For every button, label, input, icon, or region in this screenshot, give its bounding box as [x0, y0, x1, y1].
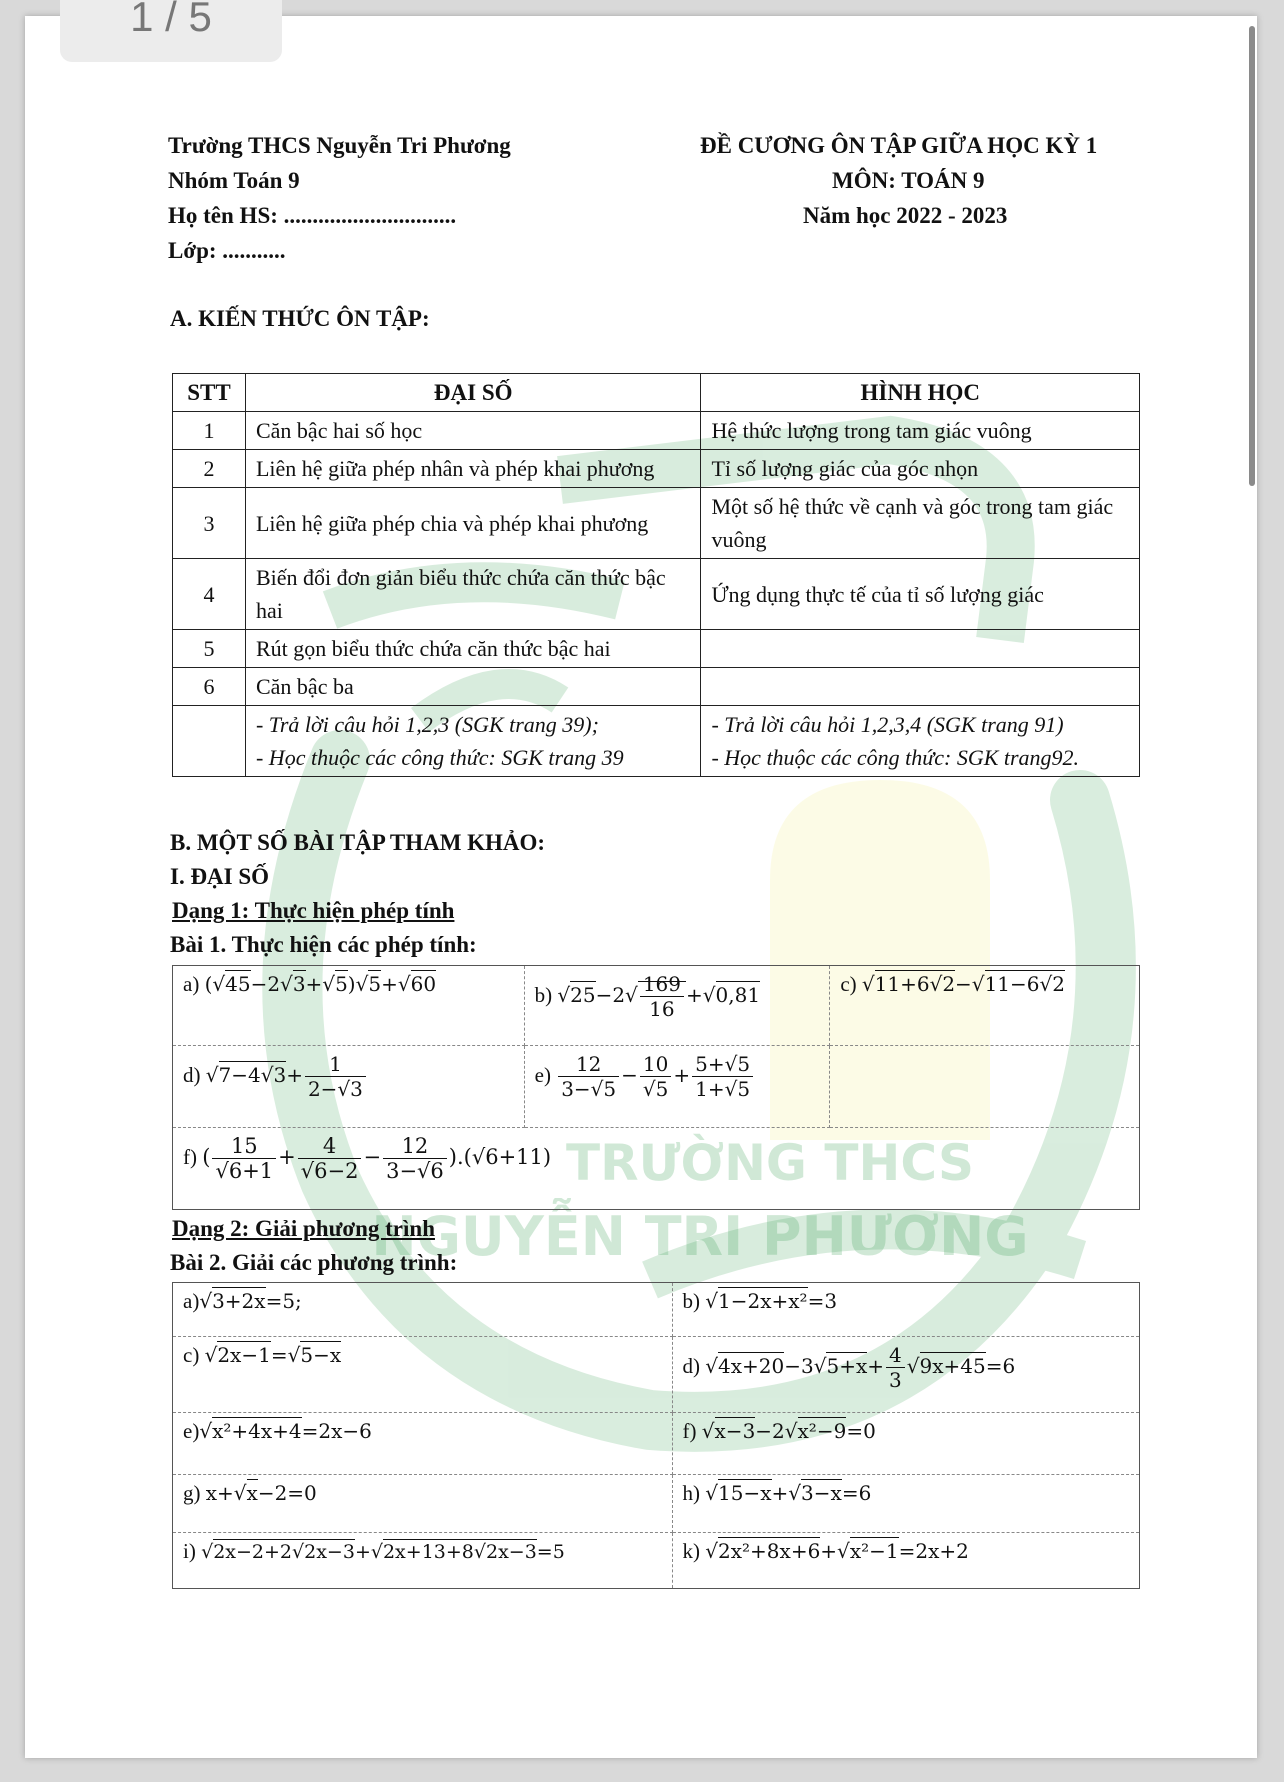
- exercise-2i: i) √2x−2+2√2x−3+√2x+13+8√2x−3=5: [173, 1533, 673, 1589]
- cell-stt: 5: [173, 630, 246, 668]
- col-stt: STT: [173, 374, 246, 412]
- notes-dai-so: - Trả lời câu hỏi 1,2,3 (SGK trang 39); - Học thuộc các công thức: SGK trang 39: [245, 706, 700, 777]
- cell-stt: 1: [173, 412, 246, 450]
- part-dai-so: I. ĐẠI SỐ: [170, 864, 270, 889]
- page-indicator: 1 / 5: [60, 0, 282, 62]
- watermark-text-2: NGUYỄN TRI PHƯƠNG: [371, 1205, 1029, 1268]
- table-row: [173, 488, 1140, 559]
- bai-2-heading: Bài 2. Giải các phương trình:: [170, 1250, 458, 1275]
- exercise-2c: c) √2x−1=√5−x: [173, 1337, 673, 1413]
- school-name: Trường THCS Nguyễn Tri Phương: [168, 133, 511, 158]
- student-name-field: Họ tên HS: ..............................: [168, 203, 457, 228]
- exercise-1e: e) $\frac{12}{3-√5}$ − $\frac{10}{√5}$ + $\frac{5+√5}{1+√5}$: [524, 1046, 830, 1128]
- table-notes-row: [173, 706, 1140, 777]
- subject: MÔN: TOÁN 9: [832, 168, 985, 193]
- dang-2-heading: Dạng 2: Giải phương trình: [172, 1216, 435, 1241]
- exercise-2k: k) √2x²+8x+6+√x²−1=2x+2: [672, 1533, 1139, 1589]
- bai-1-heading: Bài 1. Thực hiện các phép tính:: [170, 932, 477, 957]
- table-row: [173, 412, 1140, 450]
- exercise-2b: b) √1−2x+x²=3: [672, 1283, 1139, 1337]
- exercise-2-table: [172, 1282, 1140, 1589]
- table-row: [173, 559, 1140, 630]
- cell-dai-so: Biến đổi đơn giản biểu thức chứa căn thức bậc hai: [245, 559, 700, 630]
- watermark-text-1: TRƯỜNG THCS: [566, 1134, 974, 1192]
- cell-hinh-hoc: [701, 668, 1140, 706]
- col-hinh-hoc: HÌNH HỌC: [701, 374, 1140, 412]
- class-field: Lớp: ...........: [168, 238, 286, 263]
- exercise-2a: a)√3+2x=5;: [173, 1283, 673, 1337]
- doc-title: ĐỀ CƯƠNG ÔN TẬP GIỮA HỌC KỲ 1: [700, 133, 1098, 158]
- table-row: [173, 450, 1140, 488]
- table-row: [173, 668, 1140, 706]
- cell-hinh-hoc: Một số hệ thức về cạnh và góc trong tam giác vuông: [701, 488, 1140, 559]
- exercise-1-table: [172, 965, 1140, 1210]
- group-name: Nhóm Toán 9: [168, 168, 300, 193]
- cell-hinh-hoc: Tỉ số lượng giác của góc nhọn: [701, 450, 1140, 488]
- dang-1-heading: Dạng 1: Thực hiện phép tính: [172, 898, 455, 923]
- exercise-2d: d) √4x+20−3√5+x+ $\frac{4}{3}$ √9x+45=6: [672, 1337, 1139, 1413]
- exercise-2g: g) x+√x−2=0: [173, 1475, 673, 1533]
- cell-stt: 2: [173, 450, 246, 488]
- section-a-title: A. KIẾN THỨC ÔN TẬP:: [170, 306, 430, 331]
- exercise-1a: a) (√45−2√3+√5)√5+√60: [173, 966, 525, 1046]
- cell-stt: 4: [173, 559, 246, 630]
- exercise-1c: c) √11+6√2−√11−6√2: [830, 966, 1140, 1046]
- col-dai-so: ĐẠI SỐ: [245, 374, 700, 412]
- knowledge-table: [172, 373, 1140, 777]
- cell-dai-so: Căn bậc hai số học: [245, 412, 700, 450]
- table-header-row: [173, 374, 1140, 412]
- cell-dai-so: Liên hệ giữa phép nhân và phép khai phương: [245, 450, 700, 488]
- cell-hinh-hoc: Hệ thức lượng trong tam giác vuông: [701, 412, 1140, 450]
- cell-hinh-hoc: Ứng dụng thực tế của tỉ số lượng giác: [701, 559, 1140, 630]
- cell-hinh-hoc: [701, 630, 1140, 668]
- exercise-1b: b) √25−2√ $\frac{169}{16}$ +√0,81: [524, 966, 830, 1046]
- exercise-2h: h) √15−x+√3−x=6: [672, 1475, 1139, 1533]
- cell-dai-so: Rút gọn biểu thức chứa căn thức bậc hai: [245, 630, 700, 668]
- cell-stt: 6: [173, 668, 246, 706]
- exercise-1d: d) √7−4√3+ $\frac{1}{2-√3}$: [173, 1046, 525, 1128]
- school-year: Năm học 2022 - 2023: [803, 203, 1008, 228]
- notes-hinh-hoc: - Trả lời câu hỏi 1,2,3,4 (SGK trang 91) - Học thuộc các công thức: SGK trang92.: [701, 706, 1140, 777]
- section-b-title: B. MỘT SỐ BÀI TẬP THAM KHẢO:: [170, 830, 546, 855]
- cell-dai-so: Căn bậc ba: [245, 668, 700, 706]
- cell-dai-so: Liên hệ giữa phép chia và phép khai phương: [245, 488, 700, 559]
- exercise-1f: f) ( $\frac{15}{√6+1}$ + $\frac{4}{√6-2}$ − $\frac{12}{3-√6}$ ).(√6+11): [173, 1128, 1140, 1210]
- exercise-2f: f) √x−3−2√x²−9=0: [672, 1413, 1139, 1475]
- table-row: [173, 630, 1140, 668]
- cell-stt: 3: [173, 488, 246, 559]
- exercise-2e: e)√x²+4x+4=2x−6: [173, 1413, 673, 1475]
